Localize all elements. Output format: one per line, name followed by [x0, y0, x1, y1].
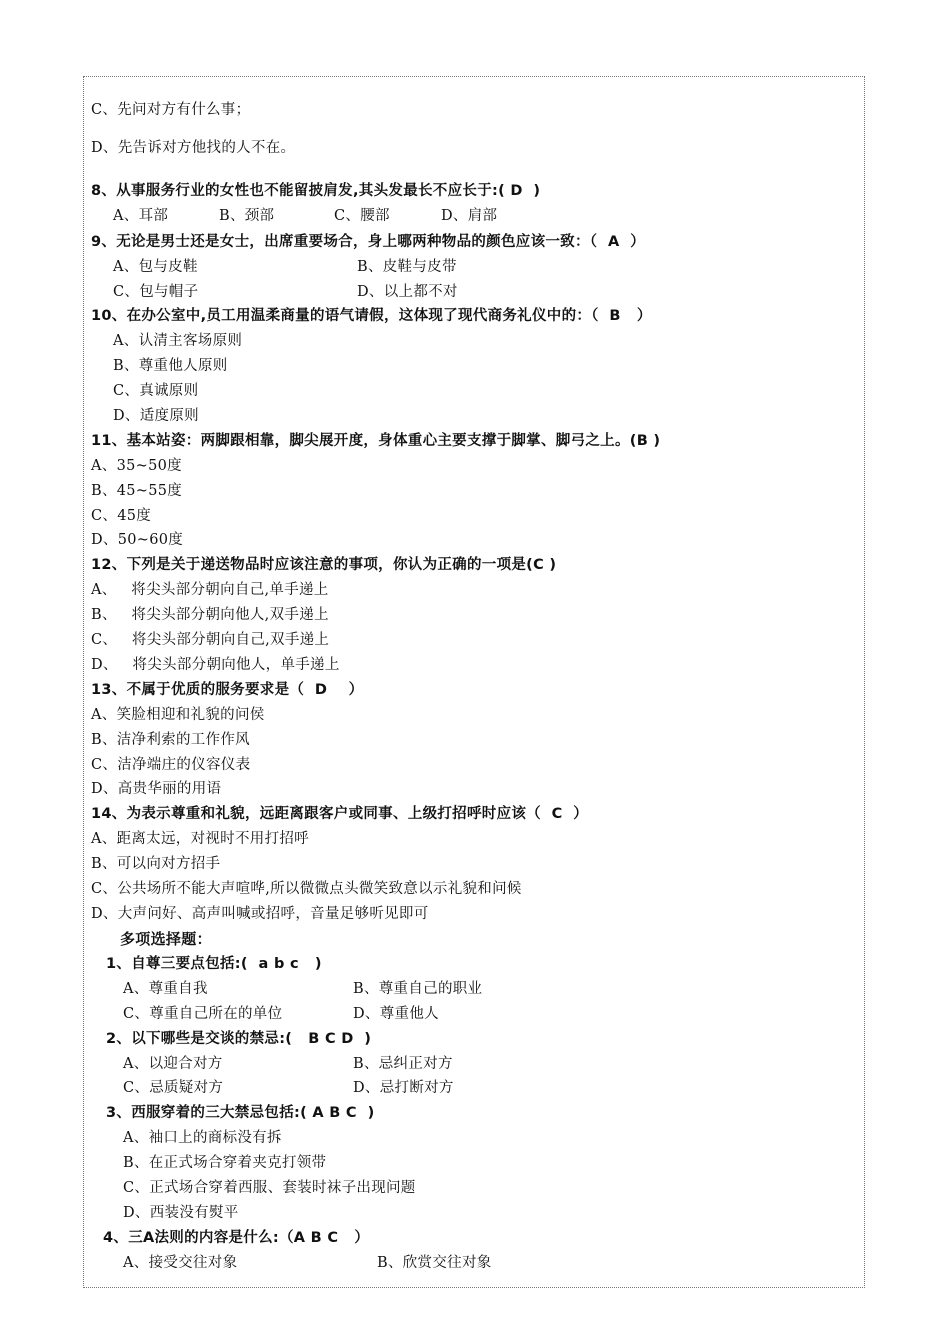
multi-option-3c: C、正式场合穿着西服、套装时袜子出现问题 — [123, 1180, 416, 1196]
question-14: 14、为表示尊重和礼貌，远距离跟客户或同事、上级打招呼时应该（ C ） — [91, 806, 589, 822]
option-9c: C、包与帽子 — [113, 284, 199, 300]
multi-option-2b: B、忌纠正对方 — [353, 1056, 453, 1072]
option-10c: C、真诚原则 — [113, 383, 199, 399]
question-12: 12、下列是关于递送物品时应该注意的事项，你认为正确的一项是(C ) — [91, 557, 557, 573]
question-11: 11、基本站姿：两脚跟相靠，脚尖展开度，身体重心主要支撑于脚掌、脚弓之上。(B ) — [91, 433, 661, 449]
question-8: 8、从事服务行业的女性也不能留披肩发,其头发最长不应长于:( D ) — [91, 183, 541, 199]
option-13b: B、洁净利索的工作作风 — [91, 732, 250, 748]
option-14d: D、大声问好、高声叫喊或招呼，音量足够听见即可 — [91, 906, 429, 922]
option-13d: D、高贵华丽的用语 — [91, 781, 222, 797]
multi-option-4b: B、欣赏交往对象 — [377, 1255, 492, 1271]
option-11a: A、35~50度 — [91, 458, 182, 474]
option-10b: B、尊重他人原则 — [113, 358, 228, 374]
option-10d: D、适度原则 — [113, 408, 199, 424]
option-8b: B、颈部 — [219, 208, 275, 224]
option-13a: A、笑脸相迎和礼貌的问侯 — [91, 707, 265, 723]
option-9a: A、包与皮鞋 — [113, 259, 198, 275]
option-12a: A、 将尖头部分朝向自己,单手递上 — [91, 582, 329, 598]
multi-question-3: 3、西服穿着的三大禁忌包括:( A B C ) — [106, 1105, 375, 1121]
multi-question-1: 1、自尊三要点包括:( a b c ) — [106, 956, 322, 972]
multi-option-1d: D、尊重他人 — [353, 1006, 439, 1022]
multi-option-2d: D、忌打断对方 — [353, 1080, 454, 1096]
multi-option-3a: A、袖口上的商标没有拆 — [123, 1130, 282, 1146]
option-9d: D、以上都不对 — [357, 284, 458, 300]
multi-option-3b: B、在正式场合穿着夹克打领带 — [123, 1155, 327, 1171]
option-11d: D、50~60度 — [91, 532, 184, 548]
option-14c: C、公共场所不能大声喧哗,所以微微点头微笑致意以示礼貌和问候 — [91, 881, 522, 897]
option-10a: A、认清主客场原则 — [113, 333, 243, 349]
option-9b: B、皮鞋与皮带 — [357, 259, 457, 275]
prev-option-c: C、先问对方有什么事； — [91, 102, 251, 118]
option-11c: C、45度 — [91, 508, 152, 524]
option-8a: A、耳部 — [113, 208, 169, 224]
option-13c: C、洁净端庄的仪容仪表 — [91, 757, 251, 773]
option-8c: C、腰部 — [334, 208, 390, 224]
option-14b: B、可以向对方招手 — [91, 856, 221, 872]
multi-choice-heading: 多项选择题： — [120, 930, 212, 948]
multi-question-2: 2、以下哪些是交谈的禁忌:( B C D ) — [106, 1031, 372, 1047]
multi-option-2c: C、忌质疑对方 — [123, 1080, 224, 1096]
option-8d: D、肩部 — [441, 208, 498, 224]
option-12b: B、 将尖头部分朝向他人,双手递上 — [91, 607, 329, 623]
question-10: 10、在办公室中,员工用温柔商量的语气请假，这体现了现代商务礼仪中的：（ B ） — [91, 308, 652, 324]
prev-option-d: D、先告诉对方他找的人不在。 — [91, 140, 296, 156]
option-12c: C、 将尖头部分朝向自己,双手递上 — [91, 632, 330, 648]
question-9: 9、无论是男士还是女士，出席重要场合，身上哪两种物品的颜色应该一致：（ A ） — [91, 234, 646, 250]
multi-option-3d: D、西装没有熨平 — [123, 1205, 239, 1221]
multi-option-4a: A、接受交往对象 — [123, 1255, 238, 1271]
multi-option-1b: B、尊重自己的职业 — [353, 981, 483, 997]
multi-option-2a: A、以迎合对方 — [123, 1056, 223, 1072]
multi-option-1c: C、尊重自己所在的单位 — [123, 1006, 283, 1022]
option-11b: B、45~55度 — [91, 483, 183, 499]
option-12d: D、 将尖头部分朝向他人，单手递上 — [91, 657, 340, 673]
multi-option-1a: A、尊重自我 — [123, 981, 208, 997]
multi-question-4: 4、三A法则的内容是什么:（A B C ） — [103, 1230, 370, 1246]
option-14a: A、距离太远，对视时不用打招呼 — [91, 831, 309, 847]
question-13: 13、不属于优质的服务要求是（ D ） — [91, 682, 364, 698]
